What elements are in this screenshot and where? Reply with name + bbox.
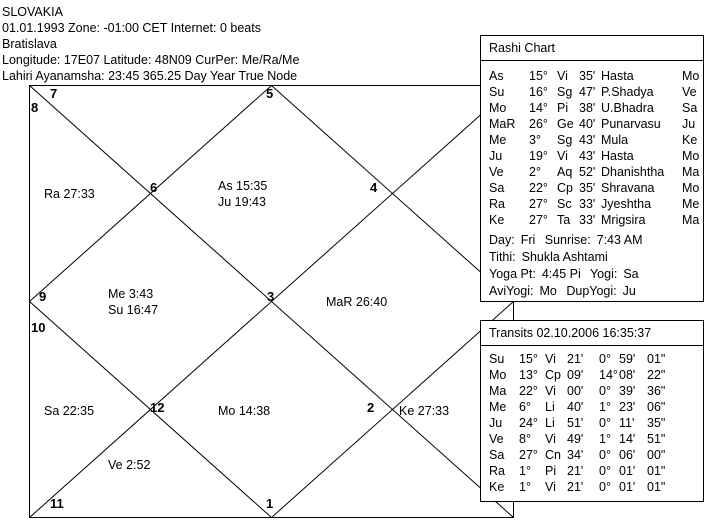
transit-speed-degree: 1° bbox=[599, 432, 611, 446]
house-number-10: 10 bbox=[31, 320, 46, 335]
transit-speed-seconds: 01" bbox=[647, 352, 666, 366]
yoga-label: Yoga Pt: bbox=[489, 267, 536, 281]
house-number-4: 4 bbox=[370, 180, 378, 195]
yoga-line bbox=[489, 266, 645, 283]
transit-speed-minutes: 14' bbox=[619, 432, 636, 446]
transit-degree: 6° bbox=[519, 400, 531, 414]
rashi-planet: Ve bbox=[489, 165, 504, 179]
rashi-sign: Sc bbox=[557, 197, 572, 211]
rashi-planet: Mo bbox=[489, 101, 507, 115]
sunrise-label: Sunrise: bbox=[544, 233, 591, 247]
rashi-nakshatra: Jyeshtha bbox=[601, 197, 652, 211]
dupyogi-value: Ju bbox=[622, 284, 636, 298]
rashi-minutes: 33' bbox=[579, 213, 596, 227]
rashi-minutes: 43' bbox=[579, 133, 596, 147]
aviyogi-line bbox=[489, 283, 642, 300]
rashi-sign: Vi bbox=[557, 69, 568, 83]
house-number-11: 11 bbox=[50, 496, 64, 511]
transit-planet: Sa bbox=[489, 448, 505, 462]
transit-degree: 1° bbox=[519, 464, 531, 478]
transit-minutes: 21' bbox=[567, 480, 584, 494]
chart-title: SLOVAKIA bbox=[2, 5, 63, 19]
rashi-nakshatra: P.Shadya bbox=[601, 85, 654, 99]
coordinates-line: Longitude: 17E07 Latitude: 48N09 CurPer: Me/Ra/Me bbox=[2, 53, 300, 67]
placement-as: As 15:35 bbox=[218, 179, 268, 193]
transit-speed-minutes: 11' bbox=[619, 416, 635, 430]
tithi-label: Tithi: bbox=[489, 250, 516, 264]
rashi-degree: 3° bbox=[529, 133, 541, 147]
rashi-lord: Ju bbox=[682, 117, 696, 131]
transit-sign: Cp bbox=[545, 368, 561, 382]
transit-minutes: 34' bbox=[567, 448, 584, 462]
transit-degree: 24° bbox=[519, 416, 538, 430]
rashi-minutes: 52' bbox=[579, 165, 596, 179]
rashi-lord: Ma bbox=[682, 165, 700, 179]
placement-su: Su 16:47 bbox=[108, 303, 159, 317]
rashi-planet: Ju bbox=[489, 149, 503, 163]
transit-speed-seconds: 06" bbox=[647, 400, 666, 414]
transit-speed-seconds: 35" bbox=[647, 416, 666, 430]
placement-mar: MaR 26:40 bbox=[326, 295, 388, 309]
transit-speed-degree: 14° bbox=[599, 368, 618, 382]
rashi-sign: Sg bbox=[557, 85, 573, 99]
rashi-nakshatra: Hasta bbox=[601, 149, 634, 163]
aviyogi-value: Mo bbox=[539, 284, 557, 298]
rashi-planet: Ra bbox=[489, 197, 505, 211]
house-number-7: 7 bbox=[50, 86, 58, 101]
placement-ve: Ve 2:52 bbox=[108, 458, 151, 472]
ayanamsha-line: Lahiri Ayanamsha: 23:45 365.25 Day Year True Node bbox=[2, 69, 298, 83]
transit-speed-seconds: 22" bbox=[647, 368, 666, 382]
rashi-nakshatra: U.Bhadra bbox=[601, 101, 654, 115]
tithi-value: Shukla Ashtami bbox=[521, 250, 608, 264]
transit-sign: Li bbox=[545, 416, 555, 430]
rashi-degree: 2° bbox=[529, 165, 541, 179]
house-number-9: 9 bbox=[39, 289, 47, 304]
yogi-value: Sa bbox=[623, 267, 639, 281]
aviyogi-label: AviYogi: bbox=[489, 284, 534, 298]
transit-minutes: 51' bbox=[567, 416, 584, 430]
yogi-label: Yogi: bbox=[589, 267, 618, 281]
transit-speed-degree: 0° bbox=[599, 448, 611, 462]
transit-sign: Cn bbox=[545, 448, 561, 462]
rashi-planet: Ke bbox=[489, 213, 505, 227]
rashi-sign: Cp bbox=[557, 181, 573, 195]
birth-place: Bratislava bbox=[2, 37, 57, 51]
transit-minutes: 09' bbox=[567, 368, 584, 382]
rashi-lord: Ma bbox=[682, 213, 700, 227]
rashi-degree: 27° bbox=[529, 197, 548, 211]
rashi-lord: Ve bbox=[682, 85, 697, 99]
transits-panel-title: Transits 02.10.2006 16:35:37 bbox=[481, 321, 703, 346]
rashi-lord: Mo bbox=[682, 69, 700, 83]
rashi-minutes: 43' bbox=[579, 149, 596, 163]
house-number-12: 12 bbox=[150, 400, 165, 415]
rashi-nakshatra: Punarvasu bbox=[601, 117, 661, 131]
rashi-nakshatra: Mula bbox=[601, 133, 629, 147]
rashi-sign: Ta bbox=[557, 213, 571, 227]
rashi-planet: MaR bbox=[489, 117, 516, 131]
rashi-nakshatra: Mrigsira bbox=[601, 213, 646, 227]
day-label: Day: bbox=[489, 233, 515, 247]
rashi-lord: Mo bbox=[682, 181, 700, 195]
transits-panel bbox=[480, 320, 704, 502]
placement-sa: Sa 22:35 bbox=[44, 404, 95, 418]
transit-planet: Ra bbox=[489, 464, 505, 478]
transit-speed-minutes: 39' bbox=[619, 384, 636, 398]
transit-degree: 22° bbox=[519, 384, 538, 398]
rashi-minutes: 38' bbox=[579, 101, 596, 115]
transit-speed-degree: 0° bbox=[599, 384, 611, 398]
transit-speed-seconds: 36" bbox=[647, 384, 666, 398]
transit-planet: Su bbox=[489, 352, 505, 366]
placement-ju: Ju 19:43 bbox=[218, 195, 266, 209]
rashi-minutes: 40' bbox=[579, 117, 596, 131]
transit-sign: Pi bbox=[545, 464, 557, 478]
transit-degree: 1° bbox=[519, 480, 531, 494]
transit-speed-minutes: 06' bbox=[619, 448, 636, 462]
rashi-chart-panel bbox=[480, 35, 704, 302]
transit-sign: Vi bbox=[545, 432, 556, 446]
transit-planet: Mo bbox=[489, 368, 507, 382]
transit-speed-degree: 0° bbox=[599, 464, 611, 478]
transit-speed-degree: 0° bbox=[599, 352, 611, 366]
transit-speed-seconds: 00" bbox=[647, 448, 666, 462]
rashi-planet: Me bbox=[489, 133, 507, 147]
transit-sign: Vi bbox=[545, 384, 556, 398]
house-number-2: 2 bbox=[367, 400, 375, 415]
placement-mo: Mo 14:38 bbox=[218, 404, 271, 418]
rashi-sign: Vi bbox=[557, 149, 568, 163]
transit-speed-seconds: 01" bbox=[647, 464, 666, 478]
rashi-minutes: 35' bbox=[579, 69, 596, 83]
day-sunrise-line bbox=[489, 232, 649, 249]
rashi-lord: Mo bbox=[682, 149, 700, 163]
transit-speed-minutes: 01' bbox=[619, 464, 636, 478]
transit-speed-seconds: 51" bbox=[647, 432, 666, 446]
rashi-sign: Pi bbox=[557, 101, 569, 115]
house-number-3: 3 bbox=[267, 289, 275, 304]
house-number-6: 6 bbox=[150, 180, 158, 195]
rashi-planet: Sa bbox=[489, 181, 505, 195]
transit-degree: 15° bbox=[519, 352, 538, 366]
transit-minutes: 21' bbox=[567, 464, 584, 478]
birth-date-zone: 01.01.1993 Zone: -01:00 CET Internet: 0 beats bbox=[2, 21, 261, 35]
transit-planet: Ju bbox=[489, 416, 503, 430]
rashi-sign: Ge bbox=[557, 117, 574, 131]
rashi-planet: Su bbox=[489, 85, 505, 99]
house-number-8: 8 bbox=[31, 100, 39, 115]
transit-speed-minutes: 23' bbox=[619, 400, 636, 414]
rashi-nakshatra: Shravana bbox=[601, 181, 655, 195]
rashi-degree: 19° bbox=[529, 149, 548, 163]
rashi-degree: 27° bbox=[529, 213, 548, 227]
placement-ra: Ra 27:33 bbox=[44, 187, 95, 201]
rashi-sign: Sg bbox=[557, 133, 573, 147]
tithi-line bbox=[489, 249, 614, 266]
transit-speed-degree: 0° bbox=[599, 416, 611, 430]
transit-sign: Li bbox=[545, 400, 555, 414]
transit-minutes: 00' bbox=[567, 384, 584, 398]
house-number-1: 1 bbox=[266, 496, 274, 511]
transit-speed-minutes: 01' bbox=[619, 480, 636, 494]
day-value: Fri bbox=[520, 233, 536, 247]
transit-speed-seconds: 01" bbox=[647, 480, 666, 494]
dupyogi-label: DupYogi: bbox=[566, 284, 617, 298]
rashi-sign: Aq bbox=[557, 165, 573, 179]
transit-minutes: 49' bbox=[567, 432, 584, 446]
transit-planet: Ma bbox=[489, 384, 507, 398]
placement-ke: Ke 27:33 bbox=[399, 404, 450, 418]
rashi-planet: As bbox=[489, 69, 504, 83]
rashi-degree: 22° bbox=[529, 181, 548, 195]
transit-degree: 27° bbox=[519, 448, 538, 462]
rashi-lord: Me bbox=[682, 197, 700, 211]
yoga-value: 4:45 Pi bbox=[541, 267, 581, 281]
transit-degree: 13° bbox=[519, 368, 538, 382]
rashi-degree: 15° bbox=[529, 69, 548, 83]
transit-speed-minutes: 08' bbox=[619, 368, 636, 382]
transit-minutes: 40' bbox=[567, 400, 584, 414]
rashi-degree: 16° bbox=[529, 85, 548, 99]
transit-speed-degree: 0° bbox=[599, 480, 611, 494]
rashi-degree: 14° bbox=[529, 101, 548, 115]
transit-planet: Ke bbox=[489, 480, 505, 494]
rashi-minutes: 35' bbox=[579, 181, 596, 195]
rashi-minutes: 33' bbox=[579, 197, 596, 211]
transit-sign: Vi bbox=[545, 352, 556, 366]
transit-degree: 8° bbox=[519, 432, 531, 446]
sunrise-value: 7:43 AM bbox=[596, 233, 643, 247]
transit-planet: Ve bbox=[489, 432, 504, 446]
rashi-lord: Ke bbox=[682, 133, 698, 147]
transit-speed-minutes: 59' bbox=[619, 352, 636, 366]
rashi-nakshatra: Dhanishtha bbox=[601, 165, 665, 179]
rashi-lord: Sa bbox=[682, 101, 698, 115]
rashi-nakshatra: Hasta bbox=[601, 69, 634, 83]
transit-sign: Vi bbox=[545, 480, 556, 494]
rashi-panel-title: Rashi Chart bbox=[481, 36, 703, 61]
house-number-5: 5 bbox=[266, 86, 274, 101]
rashi-degree: 26° bbox=[529, 117, 548, 131]
transit-speed-degree: 1° bbox=[599, 400, 611, 414]
rashi-minutes: 47' bbox=[579, 85, 596, 99]
transit-minutes: 21' bbox=[567, 352, 584, 366]
placement-me: Me 3:43 bbox=[108, 287, 154, 301]
transit-planet: Me bbox=[489, 400, 507, 414]
